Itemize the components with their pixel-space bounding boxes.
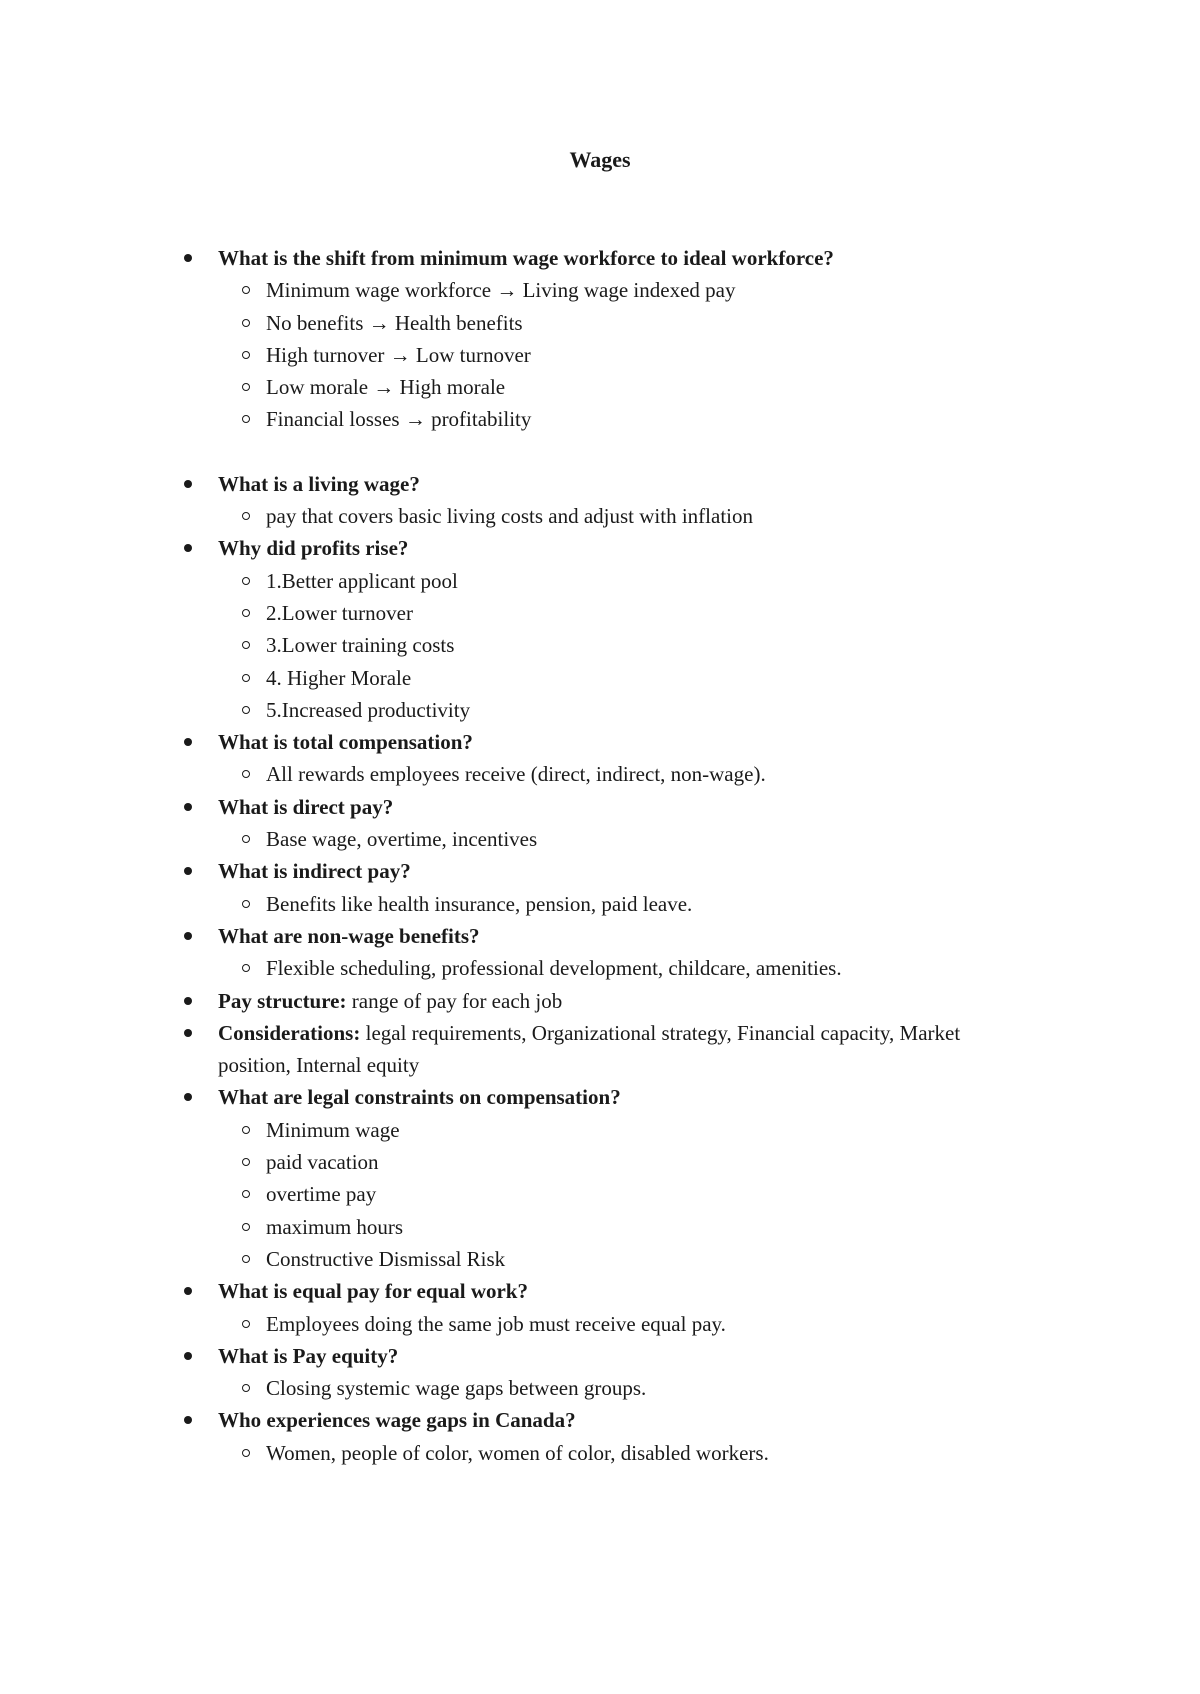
- filled-bullet-icon: [184, 544, 192, 552]
- hollow-bullet-icon: [242, 415, 250, 423]
- answer-text: No benefits → Health benefits: [266, 310, 523, 335]
- answer-list: [218, 888, 1020, 920]
- answer-item: [180, 1372, 1020, 1404]
- question-item: [180, 855, 1020, 920]
- answer-list: [218, 1372, 1020, 1404]
- filled-bullet-icon: [184, 803, 192, 811]
- filled-bullet-icon: [184, 867, 192, 875]
- answer-item: [180, 629, 1020, 661]
- hollow-bullet-icon: [242, 1190, 250, 1198]
- filled-bullet-icon: [184, 738, 192, 746]
- answer-item: [180, 500, 1020, 532]
- question-text: What is the shift from minimum wage workforce to ideal workforce?: [218, 246, 834, 270]
- answer-item: [180, 758, 1020, 790]
- question-text: Considerations:: [218, 1020, 361, 1045]
- answer-text: Minimum wage: [266, 1117, 400, 1142]
- question-text: What is total compensation?: [218, 730, 473, 755]
- question-text: What are non-wage benefits?: [218, 923, 480, 948]
- hollow-bullet-icon: [242, 609, 250, 617]
- question-text: What is equal pay for equal work?: [218, 1279, 528, 1304]
- filled-bullet-icon: [184, 480, 192, 488]
- answer-item: [180, 1437, 1020, 1469]
- answer-text: Closing systemic wage gaps between groups.: [266, 1376, 647, 1401]
- filled-bullet-icon: [184, 254, 192, 262]
- answer-list: [218, 952, 1020, 984]
- hollow-bullet-icon: [242, 1384, 250, 1392]
- hollow-bullet-icon: [242, 1320, 250, 1328]
- question-item: [180, 1404, 1020, 1469]
- hollow-bullet-icon: [242, 1255, 250, 1263]
- answer-item: [180, 662, 1020, 694]
- filled-bullet-icon: [184, 997, 192, 1005]
- hollow-bullet-icon: [242, 641, 250, 649]
- question-text: Pay structure:: [218, 988, 347, 1013]
- filled-bullet-icon: [184, 1352, 192, 1360]
- answer-item: [180, 1146, 1020, 1178]
- answer-item: [180, 1114, 1020, 1146]
- answer-text: 1.Better applicant pool: [266, 568, 458, 593]
- answer-text: 5.Increased productivity: [266, 697, 471, 722]
- question-text: Why did profits rise?: [218, 536, 409, 561]
- answer-text: High turnover → Low turnover: [266, 342, 531, 367]
- inline-answer-text: legal requirements, Organizational strategy, Financial capacity, Market position, Internal equity: [218, 1020, 961, 1078]
- filled-bullet-icon: [184, 932, 192, 940]
- question-text: What is a living wage?: [218, 471, 420, 496]
- hollow-bullet-icon: [242, 383, 250, 391]
- answer-text: Base wage, overtime, incentives: [266, 827, 538, 852]
- answer-item: [180, 1211, 1020, 1243]
- answer-text: paid vacation: [266, 1150, 379, 1175]
- question-item: [180, 1017, 1020, 1082]
- hollow-bullet-icon: [242, 577, 250, 585]
- answer-list: [218, 823, 1020, 855]
- question-item: [180, 468, 1020, 533]
- answer-item: [180, 1243, 1020, 1275]
- hollow-bullet-icon: [242, 706, 250, 714]
- answer-text: overtime pay: [266, 1182, 377, 1207]
- hollow-bullet-icon: [242, 900, 250, 908]
- question-item: [180, 242, 1020, 436]
- answer-item: [180, 1178, 1020, 1210]
- answer-text: Constructive Dismissal Risk: [266, 1246, 506, 1271]
- question-item: [180, 1081, 1020, 1275]
- hollow-bullet-icon: [242, 770, 250, 778]
- hollow-bullet-icon: [242, 1158, 250, 1166]
- answer-item: [180, 274, 1020, 306]
- answer-item: [180, 1308, 1020, 1340]
- hollow-bullet-icon: [242, 1449, 250, 1457]
- answer-text: Benefits like health insurance, pension, paid leave.: [266, 891, 693, 916]
- hollow-bullet-icon: [242, 674, 250, 682]
- answer-text: Low morale → High morale: [266, 375, 506, 400]
- answer-text: Minimum wage workforce → Living wage indexed pay: [266, 278, 736, 303]
- answer-item: [180, 371, 1020, 403]
- question-item: [180, 726, 1020, 791]
- question-list: [180, 242, 1020, 1469]
- answer-text: Financial losses → profitability: [266, 407, 532, 432]
- answer-text: pay that covers basic living costs and adjust with inflation: [266, 504, 753, 529]
- answer-item: [180, 694, 1020, 726]
- answer-list: [218, 274, 1020, 435]
- answer-text: 3.Lower training costs: [266, 633, 455, 658]
- answer-text: All rewards employees receive (direct, indirect, non-wage).: [266, 762, 766, 787]
- answer-item: [180, 565, 1020, 597]
- answer-text: 2.Lower turnover: [266, 600, 413, 625]
- hollow-bullet-icon: [242, 964, 250, 972]
- answer-text: Women, people of color, women of color, disabled workers.: [266, 1440, 769, 1465]
- hollow-bullet-icon: [242, 1126, 250, 1134]
- answer-text: Employees doing the same job must receive equal pay.: [266, 1311, 726, 1336]
- hollow-bullet-icon: [242, 512, 250, 520]
- question-item: [180, 985, 1020, 1017]
- hollow-bullet-icon: [242, 1223, 250, 1231]
- answer-item: [180, 952, 1020, 984]
- filled-bullet-icon: [184, 1287, 192, 1295]
- answer-item: [180, 339, 1020, 371]
- filled-bullet-icon: [184, 1029, 192, 1037]
- answer-list: [218, 758, 1020, 790]
- answer-item: [180, 823, 1020, 855]
- hollow-bullet-icon: [242, 286, 250, 294]
- question-text: What is direct pay?: [218, 794, 394, 819]
- question-item: [180, 532, 1020, 726]
- answer-item: [180, 888, 1020, 920]
- question-item: [180, 791, 1020, 856]
- hollow-bullet-icon: [242, 319, 250, 327]
- answer-item: [180, 307, 1020, 339]
- inline-answer-text: range of pay for each job: [346, 988, 563, 1013]
- answer-list: [218, 1308, 1020, 1340]
- answer-list: [218, 1114, 1020, 1275]
- answer-list: [218, 1437, 1020, 1469]
- answer-text: Flexible scheduling, professional development, childcare, amenities.: [266, 956, 842, 981]
- hollow-bullet-icon: [242, 835, 250, 843]
- document-title: Wages: [569, 147, 631, 172]
- answer-text: 4. Higher Morale: [266, 665, 412, 690]
- question-item: [180, 920, 1020, 985]
- answer-text: maximum hours: [266, 1214, 404, 1239]
- answer-list: [218, 500, 1020, 532]
- filled-bullet-icon: [184, 1416, 192, 1424]
- question-text: What is indirect pay?: [218, 859, 411, 884]
- filled-bullet-icon: [184, 1093, 192, 1101]
- answer-list: [218, 565, 1020, 726]
- answer-item: [180, 403, 1020, 435]
- question-text: What are legal constraints on compensation?: [218, 1085, 621, 1110]
- question-item: [180, 1275, 1020, 1340]
- question-text: Who experiences wage gaps in Canada?: [218, 1408, 576, 1433]
- hollow-bullet-icon: [242, 351, 250, 359]
- answer-item: [180, 597, 1020, 629]
- question-item: [180, 1340, 1020, 1405]
- question-text: What is Pay equity?: [218, 1343, 399, 1368]
